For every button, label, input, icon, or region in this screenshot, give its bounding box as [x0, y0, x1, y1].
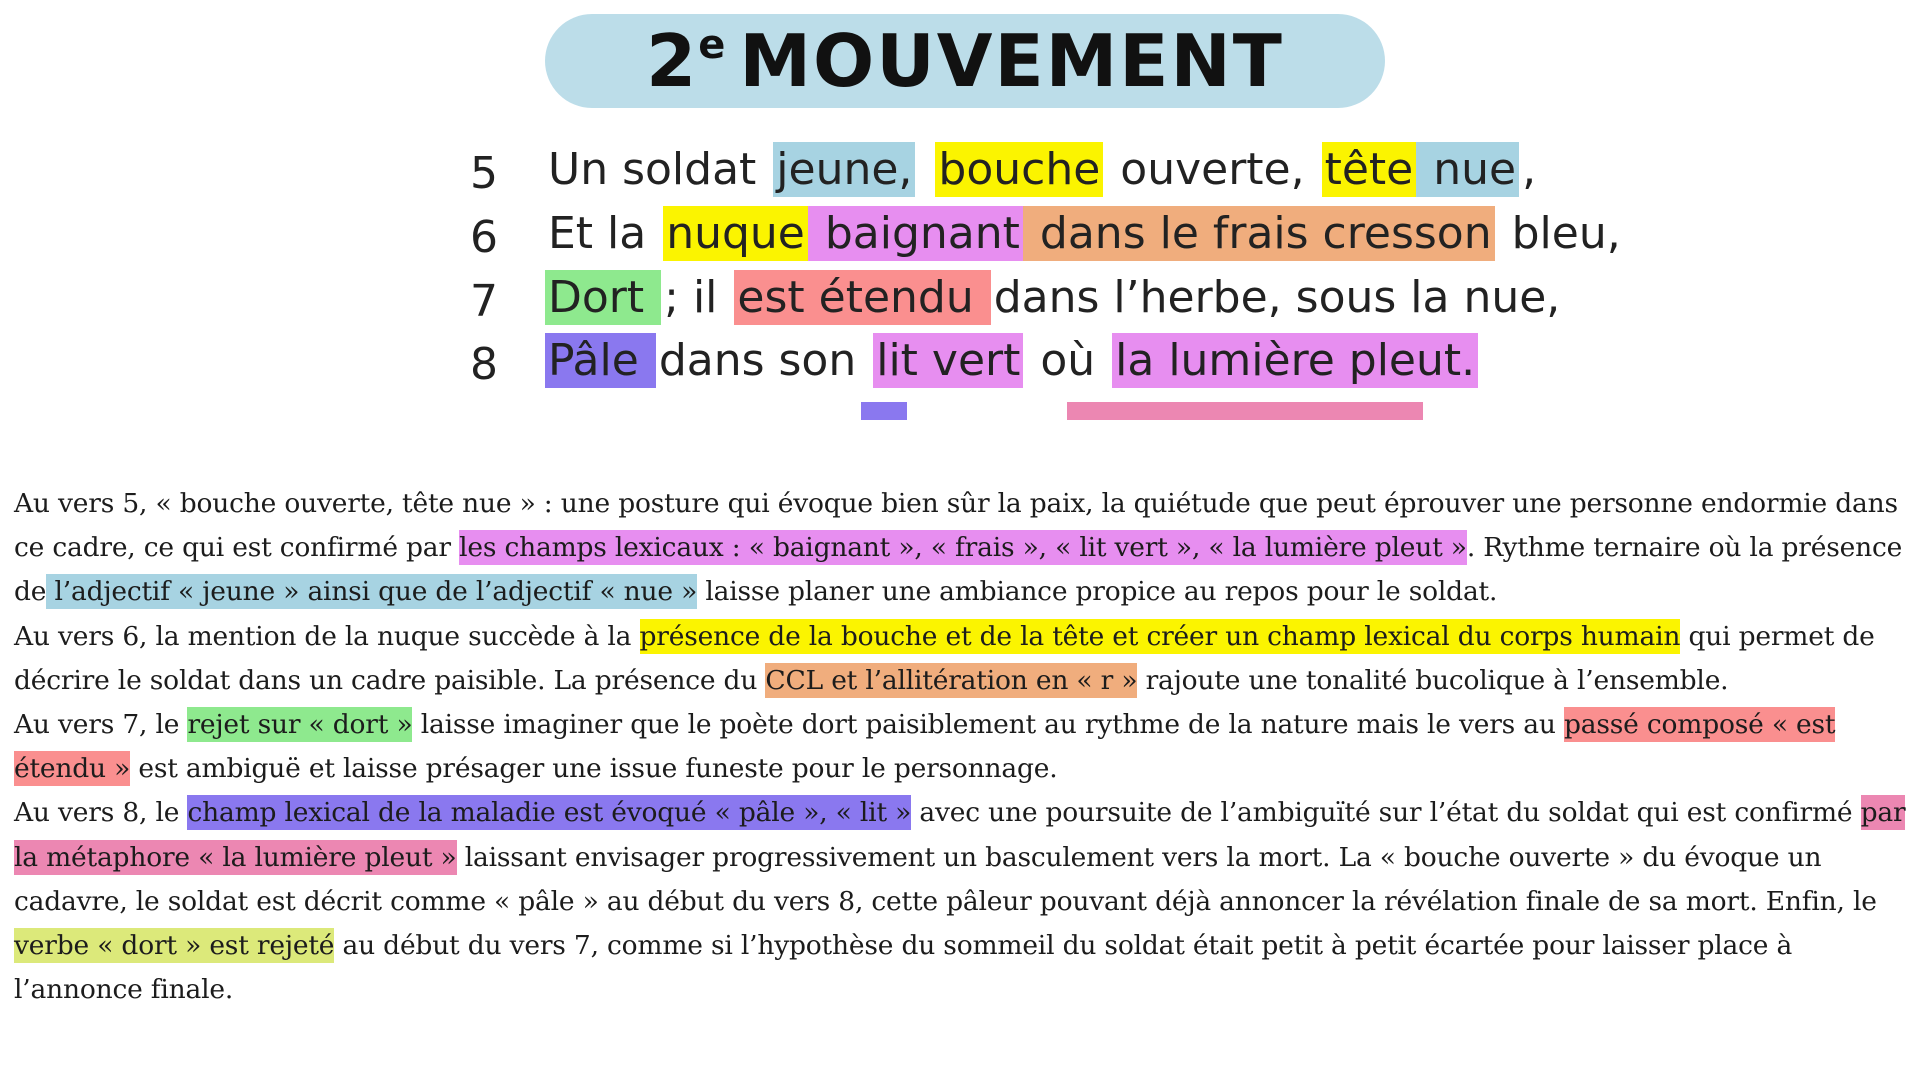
- analysis-paragraph: [14, 615, 1909, 703]
- analysis-text: [14, 482, 1909, 1012]
- verse-text: bleu,: [1497, 208, 1621, 259]
- verse-line: [545, 270, 1563, 326]
- verse-highlight: Pâle: [545, 333, 656, 388]
- verse-text: ouverte,: [1106, 144, 1319, 195]
- highlighted-text: passé composé « est étendu »: [14, 709, 1836, 785]
- analysis-text-run: qui permet de décrire le soldat dans un cadre paisible. La présence du: [14, 620, 1875, 696]
- analysis-paragraph: [14, 482, 1909, 615]
- highlighted-text: les champs lexicaux : « baignant », « frais », « lit vert », « la lumière pleut »: [459, 532, 1467, 564]
- verse-text: où: [1026, 335, 1110, 386]
- highlighted-text: champ lexical de la maladie est évoqué « pâle », « lit »: [187, 797, 912, 829]
- verse-highlight: bouche: [935, 142, 1103, 197]
- analysis-text-run: Au vers 7, le: [14, 709, 188, 741]
- verse-text: ; il: [664, 272, 732, 323]
- verse-highlight: baignant: [808, 206, 1023, 261]
- verse-highlight: est étendu: [734, 270, 990, 325]
- analysis-paragraph: [14, 791, 1909, 1012]
- highlighted-text: CCL et l’allitération en « r »: [765, 664, 1138, 696]
- verse-highlight: jeune,: [773, 142, 915, 197]
- verse-highlight: tête: [1322, 142, 1417, 197]
- underline-mark-lumiere: [1067, 402, 1423, 420]
- highlighted-text: présence de la bouche et de la tête et créer un champ lexical du corps humain: [639, 620, 1681, 652]
- analysis-text-run: laisse planer une ambiance propice au repos pour le soldat.: [697, 576, 1498, 608]
- analysis-text-run: avec une poursuite de l’ambiguïté sur l’état du soldat qui est confirmé: [911, 797, 1861, 829]
- analysis-text-run: rajoute une tonalité bucolique à l’ensemble.: [1137, 664, 1729, 696]
- verse-text: [915, 142, 935, 197]
- verse-line: [545, 142, 1539, 198]
- verse-text: dans l’herbe, sous la nue,: [993, 272, 1561, 323]
- analysis-text-run: Au vers 6, la mention de la nuque succède à la: [14, 620, 640, 652]
- verse-text: ,: [1522, 144, 1537, 195]
- verse-highlight: Dort: [545, 270, 661, 325]
- verse-highlight: nue: [1416, 142, 1519, 197]
- analysis-text-run: Au vers 5, « bouche ouverte, tête nue » : une posture qui évoque bien sûr la paix, la quiétude que peut éprouver une personne endormie dans ce cadre, ce qui est confirmé par: [14, 488, 1898, 564]
- verse-highlight: dans le frais cresson: [1023, 206, 1495, 261]
- highlighted-text: par la métaphore « la lumière pleut »: [14, 797, 1906, 873]
- analysis-text-run: laissant envisager progressivement un basculement vers la mort. La « bouche ouverte » du évoque un cadavre, le soldat est décrit comme « pâle » au début du vers 8, cette pâleur pouvant déjà annoncer la révélation finale de sa mort. Enfin, le: [14, 841, 1877, 917]
- verse-highlight: lit vert: [873, 333, 1023, 388]
- title-superscript: e: [698, 22, 728, 68]
- verse-text: Un soldat: [548, 144, 771, 195]
- verse-highlight: la lumière pleut.: [1112, 333, 1478, 388]
- analysis-text-run: . Rythme ternaire où la présence de: [14, 532, 1903, 608]
- verse-text: dans son: [658, 335, 871, 386]
- verse-line: [545, 206, 1624, 262]
- verse-number: 6: [470, 212, 498, 263]
- title-number: 2: [646, 19, 699, 103]
- underline-mark-lit: [861, 402, 907, 420]
- verse-highlight: nuque: [663, 206, 808, 261]
- analysis-text-run: Au vers 8, le: [14, 797, 188, 829]
- verse-number: 5: [470, 148, 498, 199]
- verse-number: 7: [470, 276, 498, 327]
- verse-text: Et la: [548, 208, 661, 259]
- analysis-text-run: est ambiguë et laisse présager une issue funeste pour le personnage.: [130, 753, 1058, 785]
- analysis-paragraph: [14, 703, 1909, 791]
- title-banner: [545, 14, 1385, 108]
- analysis-text-run: laisse imaginer que le poète dort paisiblement au rythme de la nature mais le vers au: [412, 709, 1564, 741]
- highlighted-text: l’adjectif « jeune » ainsi que de l’adjectif « nue »: [46, 576, 698, 608]
- analysis-text-run: au début du vers 7, comme si l’hypothèse du sommeil du soldat était petit à petit écartée pour laisser place à l’annonce finale.: [14, 930, 1793, 1006]
- highlighted-text: verbe « dort » est rejeté: [14, 930, 335, 962]
- highlighted-text: rejet sur « dort »: [187, 709, 413, 741]
- verse-line: [545, 333, 1478, 389]
- page-title: [646, 19, 1284, 103]
- verse-number: 8: [470, 339, 498, 390]
- title-word: MOUVEMENT: [739, 19, 1284, 103]
